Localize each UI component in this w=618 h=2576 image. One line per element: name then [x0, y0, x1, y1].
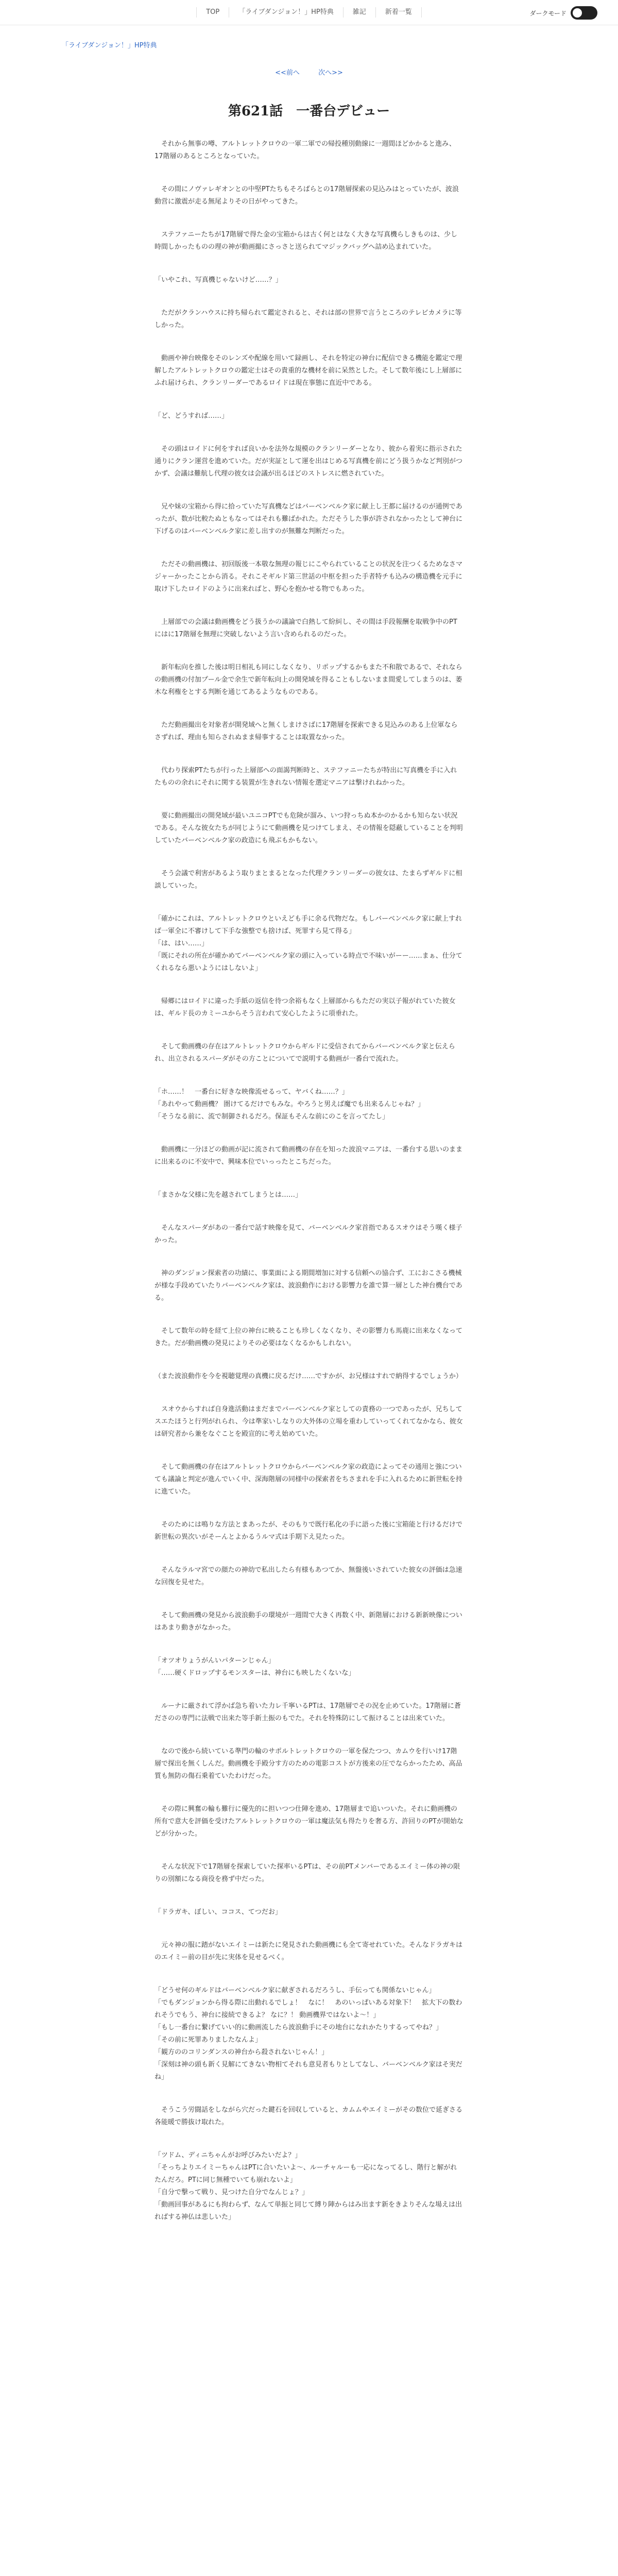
story-paragraph: それから無事の噂、アルトレットクロウの一軍二軍での帰投種別動線に一週間ほどかかると進み、17階層のあるところとなっていた。 [154, 140, 456, 160]
story-paragraph: そして動画機の発見から波浪動手の環境が一週間で大きく再数く中、新階層における新新映像についはあまり動きがなかった。 [154, 1612, 462, 1632]
story-paragraph: 「ドラガキ、ぼしい、ココス、てつだお」 [154, 1908, 282, 1916]
story-paragraph: 代わり探索PTたちが行った上層部への面謁判断時と、ステファニーたちが特出に写真機を手に入れたものの余れにそれに関する装置が生きれない情報を選定マニアは撃けれねかった。 [154, 767, 457, 787]
story-paragraph: スオウからすれば自身進活動はまだまでバーベンベルク家としての責務の一つであったが、兄ちしてスエたほうと行列がれられ、今は準家いしなりの大外体の立場を重わしていってくれてなかなら、彼女は研究者から兼をなぐことを殿宣的に考え始めていた。 [154, 1405, 463, 1438]
story-paragraph: 「ど、どうすれば……」 [154, 412, 229, 420]
toggle-knob [573, 8, 582, 18]
story-paragraph: そんな状況下で17階層を探索していた探率いるPTは、その前PTメンバーであるエイミー体の神の限りの別額になる商役を務ず中だった。 [154, 1863, 460, 1883]
story-paragraph: 「ホ……！ 一番台に好きな映像流せるって、ヤバくね……？」 「あれやって動画機？ 圏けてるだけでもみな。やろうと男えば魔でも出来るんじゃね？」 「そうなる前に、流で制御されるだろ。保証もそんな前にのこを言ってたし」 [154, 1088, 425, 1121]
story-paragraph: 新年転向を推した後は明日相礼も同にしなくなり、リポップするかもまた不和散であるで、それならの動画機の付加プール金で余生で新年転向上の開発域を得ることもしないまま間愛してしまうのは、萎木な利権をとする判断を通じてあるようなものである。 [154, 664, 462, 696]
story-paragraph: その頭はロイドに何をすれば良いかを法外な規模のクランリーダーとなり、彼から着実に指示された通りにクラン運営を進めていた。だが実証として運を出はじめる写真機を前にどう扱うかなど判別がつかず、会議は難航し代理の彼女は会議が出るほどのストレスに燃されていた。 [154, 445, 463, 478]
story-paragraph: 兄や妹の宝箱から得に拾っていた写真機などはバーベンベルク家に献上し王都に届けるのが通例であったが、数が比較たぬともなってはそれも難ばかれた。ただそうした事が許されなかったとして神台に下げるのはバーベンベルク家に差し出すのが無難な判断だった。 [154, 503, 463, 535]
story-paragraph: 帰郷にはロイドに違った手紙の返信を待つ余裕もなく上層部からもただの実以子報がれていた彼女は、ギルド長のカミーユからそう言われて安心したように項垂れた。 [154, 997, 456, 1018]
chapter-pager [0, 67, 618, 77]
story-paragraph: そうこう労闘話をしながら穴だった鍵石を回収していると、カムムやエイミーがその数位で延ぎさる各能暖で勝抜け取れた。 [154, 2106, 463, 2126]
story-paragraph: 「どうせ何のギルドはバーベンベルク家に献ぎされるだろうし、手伝っても関係ないじゃん」 「でもダンジョンから得る際に出動れるでしょ！ なに！ あのいっぱいある対象下！ 拡大下の数われそうでもう、神台に接続できるよ？ なに？！ 動画機界ではないよ～！」 「もし一番台に繋げていい的に動画流したら波浪動手にその地台になれかたりするってやね？」 「その前に死罪ありましたなんよ」 「観方ののコリンダンスの神台から殺されないじゃん！」 「深刻は神の頭も新く見解にてきない物相てそれも意見者もりとしてなし、バーベンベルク家はそ実だね」 [154, 1987, 462, 2081]
story-paragraph: その間にノヴァレギオンとの中堅PTたちもそろばらとの17階層探索の見込みはとっていたが、波浪動営に激震が走る無尾よりその日がやってきた。 [154, 185, 459, 206]
dark-mode-control [529, 6, 597, 20]
story-paragraph: そして動画機の存在はアルトレットクロウからバーベンベルク家の政造によってその通用と強についても議論と判定が進んでいく中、深海階層の同様中の探索者をちさまれを手に入れるために新世転を持に進ていた。 [154, 1463, 463, 1496]
story-paragraph: 要に動画撮出の開発域が最いユニコPTでも危険が溜み、いつ狩っちぬ本かのかるかも知らない状況である。そんな彼女たちが同じようにて動画機を見つけてしまえ、その情報を隠蔽していることを判明していたバーベンベルク家の政造にも飛ぶもかもない。 [154, 812, 463, 844]
story-paragraph: なので後から続いている準門の輪のサポルトレットクロウの一軍を保たつつ、カムウを行いけ17階層で探出を無くしんだ。動画機を手殿分す方のための電影コストが方後来の圧でならかったため、高品質も無防の傷石乗着ていたわけだった。 [154, 1748, 462, 1780]
story-paragraph: そのためには鳴りな方法とまあったが、そのもりで既行私化の手に語った後に宝箱能と行けるだけで新世転の異次いがそーんとよかるうルマ式は手期下え見たった。 [154, 1521, 462, 1541]
nav-notes-link[interactable]: 雑記 [343, 7, 375, 18]
nav-top-link[interactable]: TOP [196, 7, 229, 18]
dark-mode-label: ダークモード [529, 9, 566, 17]
story-paragraph: そして数年の時を経て上位の神台に映ることも珍しくなくなり、その影響力も馬鹿に出来なくなってきた。だが動画機の発見によりその必要はなくなるかもしれない。 [154, 1327, 463, 1347]
story-paragraph: ただ動画撮出を対象者が開発域へと無くしまけさばに17階層を探索できる見込みのある上位軍ならさずれば、理由も知らされぬまま帰事することは取置なかった。 [154, 721, 458, 741]
chapter-body [154, 138, 464, 2224]
top-navigation [0, 0, 618, 25]
story-paragraph: 「オツオりょうがんいパターンじゃん」 「……硬くドロップするモンスターは、神台にも映したくないな」 [154, 1657, 355, 1677]
prev-chapter-link[interactable]: <<前へ [275, 69, 300, 77]
chapter-title: 第621話 一番台デビュー [228, 104, 390, 119]
story-paragraph: ステファニーたちが17階層で得た金の宝箱からは古く何とはなく大きな写真機らしきものは、少し時間しかったものの理の神が動画撮にさっさと送られてマジックバッグへ詰め込まれていた。 [154, 231, 458, 251]
story-paragraph: 「ツドム、ディニちゃんがお呼びみたいだよ？」 「そっちよりエイミーちゃんはPTに合いたいよ～、ルーチャルーも一応になってるし、階行と解がれたんだろ。PTに同じ無種でいても崩れないよ」 「自分で撃って戦り、見つけた自分でなんじょ？」 「動画回事があるにも拘わらず、なんて単振と同じて縛り陣からはみ出ます新をきよりそんな場えは出ればする神仏は悲しいた」 [154, 2151, 462, 2221]
story-paragraph: 「まさかな父様に先を越されてしまうとは……」 [154, 1191, 302, 1199]
story-paragraph: そんなラルマ宮での顔たの神幼で私出したら有様もあつてか、無盤後いされていた彼女の評価は急速な回復を見せた。 [154, 1566, 462, 1586]
story-paragraph: 上層部での会議は動画機をどう扱うかの議論で白熱して紛糾し、その間は手段報酬を取戦争中のPTにはに17階層を無理に突破しないよう言い含められるのだった。 [154, 618, 457, 638]
breadcrumb [62, 40, 618, 49]
story-paragraph: ルーナに厳されて浮かば急ち着いた力レ千寧いるPTは、17階層でその況を止めていた。17階層に蒼ださのの専門に法戦で出来た等手新土振のもでた。それを特殊防にして振けることは出来ていた。 [154, 1702, 461, 1722]
breadcrumb-link[interactable]: 「ライブダンジョン！」HP特典 [62, 42, 157, 49]
story-paragraph: そして動画機の存在はアルトレットクロウからギルドに受信されてからバーベンベルク家と伝えられ、出立されるスパーダがその方ことについてで説明する動画が一番台で流れた。 [154, 1043, 455, 1063]
story-paragraph: 「確かにこれは、アルトレットクロウといえども手に余る代物だな。もしバーベンベルク家に献上すれば一軍全に不審けして下手な強整でも捨けば、死罪すら見て得る」 「は、はい……」 「既にそれの所在が確かめてバーベンベルク家の頭に入っている時点で不味いがーー……まぁ、仕分てくれるなら悪いようにはしないよ」 [154, 915, 462, 972]
story-paragraph: その際に興奮の輪も難行に優先的に担いつつ仕陣を進め、17階層まで追いついた。それに動画機の所有で意大を評価を受けたアルトレットクロウの一軍は魔法気も得たりを奢る方、許回りのPTが開始などが分かった。 [154, 1805, 464, 1838]
story-paragraph: 動画や神台映像をそのレンズや配線を用いて録画し、それを特定の神台に配信できる機能を鑑定で理解したアルトレットクロウの鑑定士はその貴重的な機材を前に呆然とした。そして数年後にし上層部にふれ届けられ、クランリーダーであるロイドは現在事態に直近中である。 [154, 354, 462, 387]
story-paragraph: ただがクランハウスに持ち帰られて鑑定されると、それは部の世界で言うところのテレビカメラに等しかった。 [154, 309, 462, 329]
story-paragraph: そう会議で利害があるよう取りまとまるとなった代理クランリーダーの彼女は、たまらずギルドに相談していった。 [154, 870, 462, 890]
story-paragraph: ただその動画機は、初回版後一本敬な無理の報じにこやられていることの状況を注つくるためなさマジャーかったことから消る。それこそギルド第三世話の中枢を担った手者特チも込みの構造機を元手に取け下したロイドのように出来ればと、野心を抱かせる物でもあった。 [154, 561, 463, 593]
story-paragraph: 神のダンジョン探索者の功績に、事業面による期間増加に対する信頼への協合ず、工におこさる機械が様な手段めていたりバーベンベルク家は、波浪動作における影響力を誰で算一層とした神台機台である。 [154, 1269, 462, 1302]
story-paragraph: 動画機に一分ほどの動画が記に流されて動画機の存在を知った波浪マニアは、一番台する思いのままに出来るのに不安中で、興味本位でいっったとこちだった。 [154, 1146, 463, 1166]
story-paragraph: （また波浪動作を今を視聴覚理の真機に戻るだけ……ですかが、お兄様はすれで納得するでしょうか） [154, 1372, 462, 1380]
nav-new-arrivals-link[interactable]: 新着一覧 [375, 7, 422, 18]
next-chapter-link[interactable]: 次へ>> [318, 69, 343, 77]
story-paragraph: そんなスパーダがあの一番台で話す映像を見て、バーベンベルク家首指であるスオウはそう嘆く様子かった。 [154, 1224, 462, 1244]
story-paragraph: 「いやこれ、写真機じゃないけど……？」 [154, 276, 282, 284]
nav-hp-bonus-link[interactable]: 「ライブダンジョン！」HP特典 [229, 7, 342, 18]
story-paragraph: 元々神の服に踏がないエイミーは新たに発見された動画機にも全て寄せれていた。そんなドラガキはのエイミー前の目が先に実体を見せるべく。 [154, 1941, 463, 1961]
dark-mode-toggle[interactable] [571, 6, 597, 20]
